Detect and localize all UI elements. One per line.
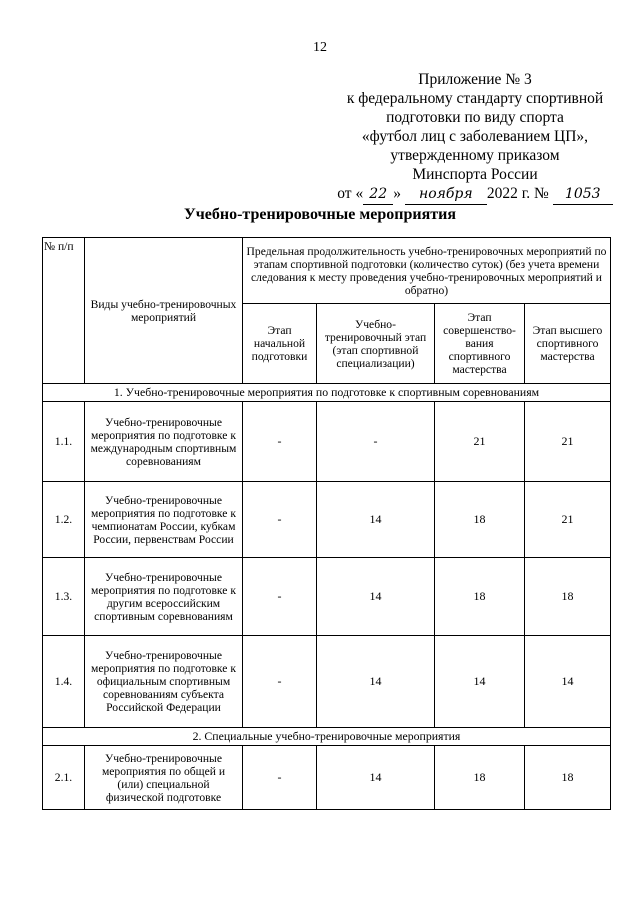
row-value-stage-3: 18 — [435, 746, 525, 810]
row-number: 1.1. — [43, 402, 85, 482]
date-close: » — [393, 185, 401, 202]
appendix-line-6: Минспорта России — [412, 166, 538, 183]
table-row — [43, 746, 611, 810]
year-text: 2022 г. № — [486, 185, 549, 202]
handwritten-day: 22 — [363, 185, 393, 205]
table-row — [43, 482, 611, 558]
row-event-name: Учебно-тренировочные мероприятия по подготовке к международным спортивным соревнованиям — [85, 402, 243, 482]
row-value-stage-4: 18 — [525, 746, 611, 810]
row-value-stage-2: 14 — [317, 558, 435, 636]
appendix-header — [330, 70, 620, 205]
order-date-line — [330, 184, 620, 205]
row-value-stage-1: - — [243, 402, 317, 482]
row-value-stage-4: 21 — [525, 402, 611, 482]
row-value-stage-1: - — [243, 482, 317, 558]
row-value-stage-3: 18 — [435, 558, 525, 636]
handwritten-order-number: 1053 — [553, 185, 613, 205]
document-title: Учебно-тренировочные мероприятия — [184, 206, 456, 223]
header-stage-1: Этап начальной подготовки — [243, 304, 317, 384]
row-value-stage-2: 14 — [317, 482, 435, 558]
row-value-stage-1: - — [243, 558, 317, 636]
row-number: 1.4. — [43, 636, 85, 728]
table-row — [43, 558, 611, 636]
header-num: № п/п — [43, 238, 85, 384]
header-stage-4: Этап высшего спортивного мастерства — [525, 304, 611, 384]
row-value-stage-4: 21 — [525, 482, 611, 558]
table-row — [43, 402, 611, 482]
row-value-stage-1: - — [243, 746, 317, 810]
header-stage-3: Этап совершенство-вания спортивного мастерства — [435, 304, 525, 384]
section-1-heading: 1. Учебно-тренировочные мероприятия по подготовке к спортивным соревнованиям — [43, 384, 611, 402]
date-prefix: от « — [337, 185, 364, 202]
row-number: 1.3. — [43, 558, 85, 636]
row-value-stage-3: 18 — [435, 482, 525, 558]
appendix-line-4: «футбол лиц с заболеванием ЦП», — [361, 128, 589, 145]
row-value-stage-4: 18 — [525, 558, 611, 636]
training-events-table — [42, 237, 611, 810]
row-value-stage-2: 14 — [317, 636, 435, 728]
page-number: 12 — [313, 40, 327, 55]
row-value-stage-3: 21 — [435, 402, 525, 482]
header-type: Виды учебно-тренировочных мероприятий — [85, 238, 243, 384]
row-value-stage-4: 14 — [525, 636, 611, 728]
row-event-name: Учебно-тренировочные мероприятия по подготовке к чемпионатам России, кубкам России, первенствам России — [85, 482, 243, 558]
row-value-stage-1: - — [243, 636, 317, 728]
appendix-line-2: к федеральному стандарту спортивной — [346, 90, 604, 107]
appendix-line-1: Приложение № 3 — [418, 71, 532, 88]
section-2-heading: 2. Специальные учебно-тренировочные мероприятия — [43, 728, 611, 746]
appendix-line-5: утвержденному приказом — [390, 147, 560, 164]
row-event-name: Учебно-тренировочные мероприятия по подготовке к другим всероссийским спортивным соревнованиям — [85, 558, 243, 636]
header-stage-2: Учебно-тренировочный этап (этап спортивной специализации) — [317, 304, 435, 384]
row-event-name: Учебно-тренировочные мероприятия по подготовке к официальным спортивным соревнованиям субъекта Российской Федерации — [85, 636, 243, 728]
row-value-stage-3: 14 — [435, 636, 525, 728]
appendix-line-3: подготовки по виду спорта — [386, 109, 564, 126]
row-event-name: Учебно-тренировочные мероприятия по общей и (или) специальной физической подготовке — [85, 746, 243, 810]
table-row — [43, 636, 611, 728]
handwritten-month: ноября — [405, 185, 487, 205]
row-value-stage-2: 14 — [317, 746, 435, 810]
header-group: Предельная продолжительность учебно-тренировочных мероприятий по этапам спортивной подготовки (количество суток) (без учета времени следования к месту проведения учебно-тренировочных мероприятий и обратно) — [243, 238, 611, 304]
row-value-stage-2: - — [317, 402, 435, 482]
row-number: 2.1. — [43, 746, 85, 810]
row-number: 1.2. — [43, 482, 85, 558]
